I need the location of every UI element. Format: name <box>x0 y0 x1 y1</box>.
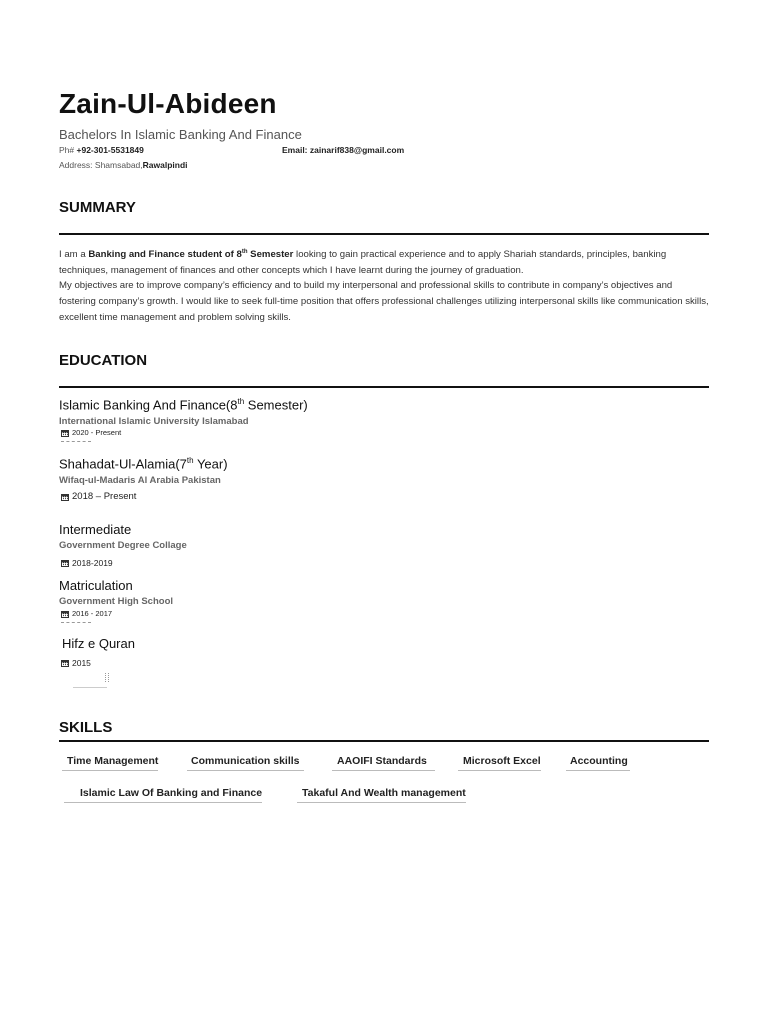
summary-paragraph-2: My objectives are to improve company’s efficiency and to build my interpersonal and professional skills to contribute in company’s objectives and fostering company’s growth. I would like to seek full-time position that offers professional challenges utilizing interpersonal skills like communication skills, excellent time management and problem solving skills. <box>59 280 709 323</box>
skill-tag: Microsoft Excel <box>458 755 541 771</box>
phone-label: Ph# <box>59 145 75 155</box>
degree-subtitle: Bachelors In Islamic Banking And Finance <box>59 127 302 142</box>
skills-heading: SKILLS <box>59 719 113 736</box>
skill-tag: Islamic Law Of Banking and Finance <box>64 787 262 803</box>
dashed-divider <box>61 622 91 623</box>
education-title: Hifz e Quran <box>62 636 135 651</box>
address-line <box>59 160 188 170</box>
email-address: zainarif838@gmail.com <box>309 145 405 155</box>
candidate-name: Zain-Ul-Abideen <box>59 88 277 119</box>
education-date: 2018 – Present <box>61 491 136 502</box>
calendar-icon <box>61 493 69 501</box>
calendar-icon <box>61 559 69 567</box>
divider-line <box>73 687 107 688</box>
email-line <box>282 145 404 155</box>
email-label: Email: <box>282 145 308 155</box>
skill-tag: AAOIFI Standards <box>332 755 435 771</box>
education-title: Shahadat-Ul-Alamia(7th Year) <box>59 456 228 472</box>
education-date: 2020 - Present <box>61 428 121 437</box>
skill-tag: Time Management <box>62 755 158 771</box>
education-institution: Government High School <box>59 596 174 607</box>
education-divider <box>59 386 709 388</box>
calendar-icon <box>61 610 69 618</box>
text-cursor-mark <box>105 673 109 682</box>
education-date: 2016 - 2017 <box>61 609 112 618</box>
education-institution: International Islamic University Islamabad <box>59 416 249 427</box>
summary-heading: SUMMARY <box>59 199 136 216</box>
skill-tag: Communication skills <box>187 755 304 771</box>
summary-intro: I am a <box>59 249 89 261</box>
summary-divider <box>59 233 709 235</box>
education-date: 2015 <box>61 658 91 668</box>
calendar-icon <box>61 429 69 437</box>
phone-line <box>59 145 144 155</box>
address-label: Address: Shamsabad, <box>59 160 143 170</box>
education-heading: EDUCATION <box>59 352 148 369</box>
education-title: Matriculation <box>59 578 133 593</box>
skill-tag: Accounting <box>566 755 630 771</box>
address-city: Rawalpindi <box>142 160 188 170</box>
summary-paragraph-1 <box>59 245 709 278</box>
education-date: 2018-2019 <box>61 558 113 568</box>
education-title: Islamic Banking And Finance(8th Semester) <box>59 397 308 413</box>
summary-rest: looking to gain practical experience and to apply Shariah standards, principles, banking techniques, management of finances and other concepts which I have learnt during the journey of graduation. <box>59 249 667 276</box>
education-institution: Government Degree Collage <box>59 540 187 551</box>
dashed-divider <box>61 441 91 442</box>
skills-divider <box>59 740 709 742</box>
phone-number: +92-301-5531849 <box>76 145 144 155</box>
education-title: Intermediate <box>59 522 132 537</box>
calendar-icon <box>61 659 69 667</box>
education-institution: Wifaq-ul-Madaris Al Arabia Pakistan <box>59 475 221 486</box>
skill-tag: Takaful And Wealth management <box>297 787 466 803</box>
summary-highlight: Banking and Finance student of 8th Semester <box>88 249 294 261</box>
summary-text <box>59 245 709 325</box>
